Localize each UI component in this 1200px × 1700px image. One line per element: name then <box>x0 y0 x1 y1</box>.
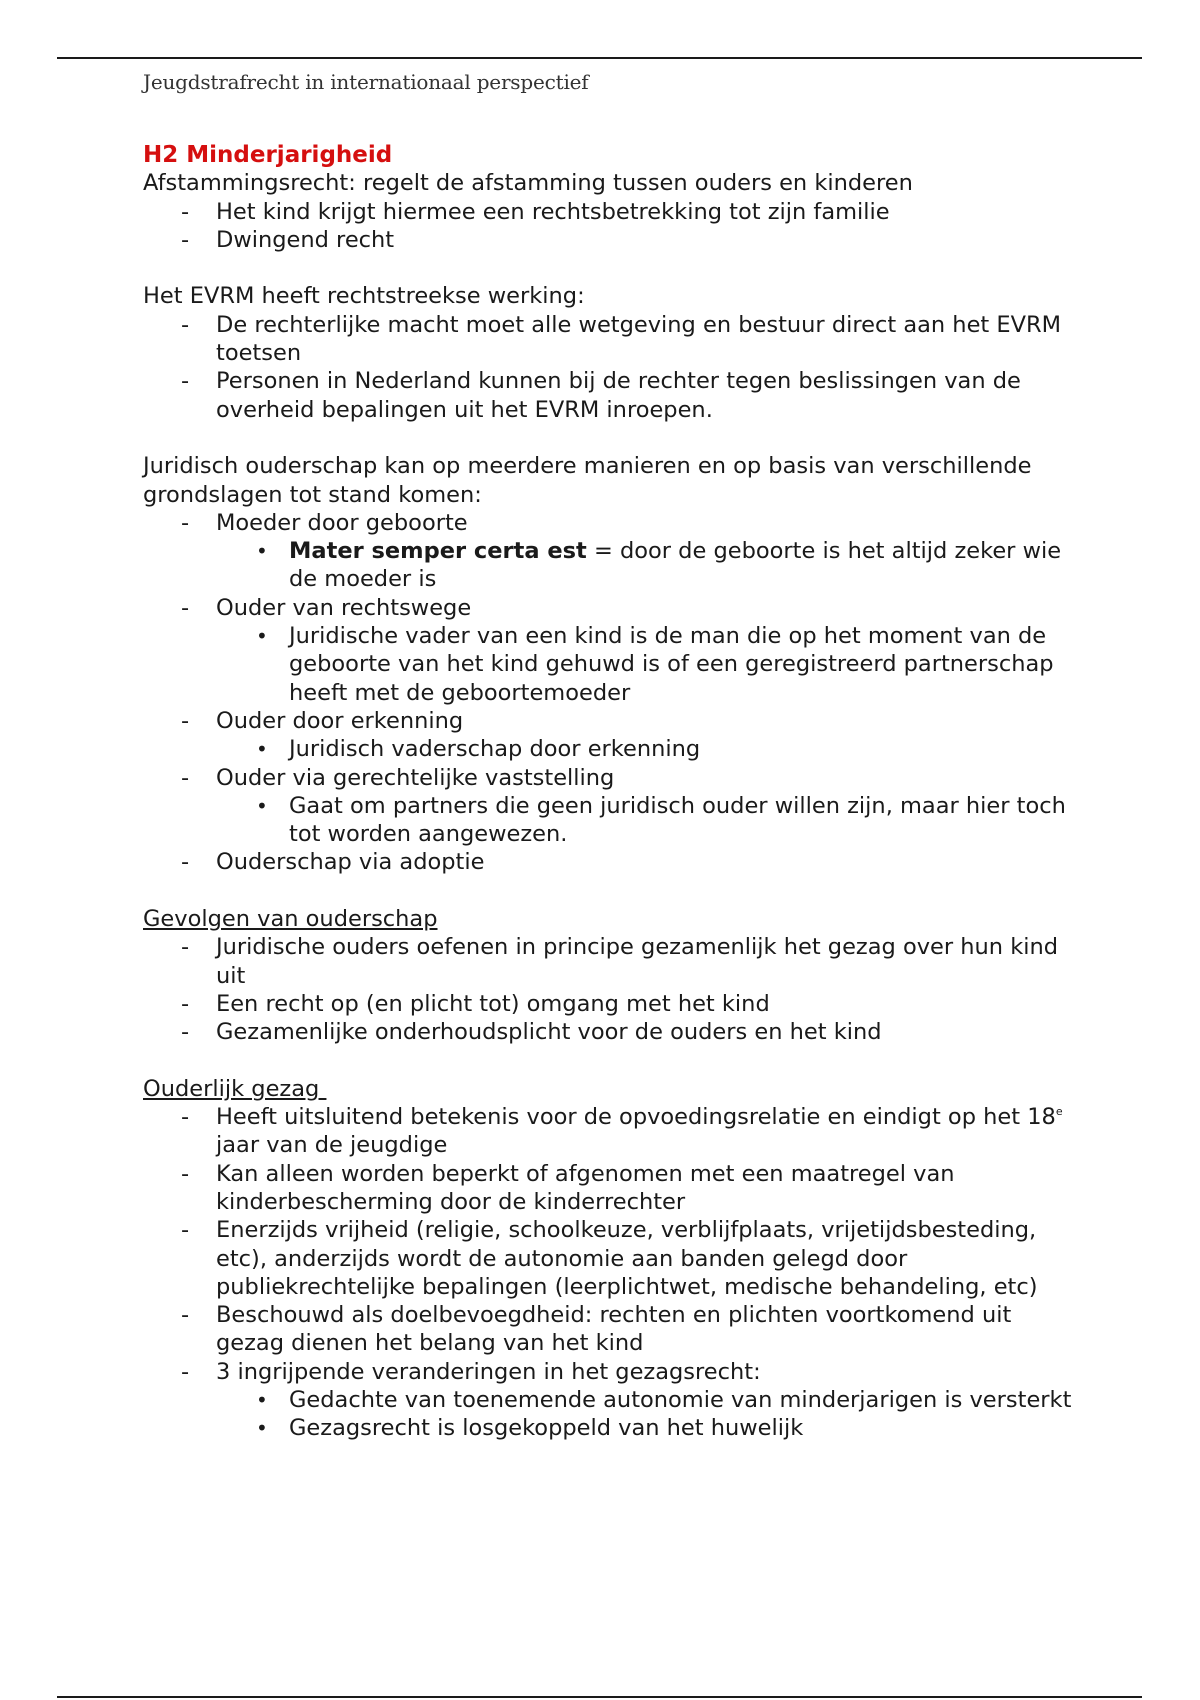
dash-marker: - <box>181 1104 190 1131</box>
dash-marker: - <box>181 368 190 395</box>
gezag-list <box>143 1103 1078 1386</box>
list-item <box>143 990 1078 1018</box>
section-heading: H2 Minderjarigheid <box>143 142 393 168</box>
ouderschap-list <box>143 509 1078 537</box>
ouderschap-list-cont <box>143 707 1078 735</box>
ouderschap-list-cont <box>143 594 1078 622</box>
ouderschap-list-cont <box>143 848 1078 876</box>
paragraph-spacer <box>143 1047 1078 1075</box>
list-item <box>143 1216 1078 1301</box>
list-item-text: 3 ingrijpende veranderingen in het gezagsrecht: <box>216 1358 761 1385</box>
dash-marker: - <box>181 311 190 338</box>
latin-term: Mater semper certa est <box>289 538 587 565</box>
ouderschap-intro: Juridisch ouderschap kan op meerdere manieren en op basis van verschillende grondslagen tot stand komen: <box>143 453 1032 508</box>
list-item <box>143 1018 1078 1046</box>
bullet-marker: • <box>256 1388 268 1413</box>
list-item-text: Dwingend recht <box>216 226 395 253</box>
sub-list-item-text: Juridische vader van een kind is de man die op het moment van de geboorte van het kind gehuwd is of een geregistreerd partnerschap heeft met de geboortemoeder <box>289 623 1054 706</box>
bullet-marker: • <box>256 1416 268 1441</box>
sub-list-item <box>216 735 1078 763</box>
paragraph-spacer <box>143 424 1078 452</box>
sub-list-item <box>216 537 1078 594</box>
sub-list-item <box>216 622 1078 707</box>
dash-marker: - <box>181 226 190 253</box>
dash-marker: - <box>181 1358 190 1385</box>
gezag-heading: Ouderlijk gezag <box>143 1075 327 1102</box>
list-item-text-cont: jaar van de jeugdige <box>216 1132 448 1159</box>
ouderschap-list-cont <box>143 764 1078 792</box>
document-body <box>143 141 1078 1443</box>
bullet-marker: • <box>256 624 268 649</box>
paragraph-spacer <box>143 254 1078 282</box>
list-item <box>143 1301 1078 1358</box>
bullet-marker: • <box>256 539 268 564</box>
paragraph-spacer <box>143 877 1078 905</box>
dash-marker: - <box>181 990 190 1017</box>
dash-marker: - <box>181 764 190 791</box>
dash-marker: - <box>181 1217 190 1244</box>
sub-list-item-text: Gezagsrecht is losgekoppeld van het huwelijk <box>289 1415 804 1442</box>
list-item-text: Juridische ouders oefenen in principe gezamenlijk het gezag over hun kind uit <box>216 934 1059 989</box>
list-item <box>143 1358 1078 1386</box>
list-item-text: Ouderschap via adoptie <box>216 849 485 876</box>
dash-marker: - <box>181 198 190 225</box>
ordinal-suffix: e <box>1055 1105 1063 1119</box>
list-item-text: Gezamenlijke onderhoudsplicht voor de ouders en het kind <box>216 1019 882 1046</box>
list-item <box>143 764 1078 792</box>
list-item-text: Heeft uitsluitend betekenis voor de opvoedingsrelatie en eindigt op het 18 <box>216 1104 1056 1131</box>
dash-marker: - <box>181 1019 190 1046</box>
list-item <box>143 509 1078 537</box>
gevolgen-heading: Gevolgen van ouderschap <box>143 906 438 933</box>
list-item-text: Personen in Nederland kunnen bij de rechter tegen beslissingen van de overheid bepalingen uit het EVRM inroepen. <box>216 368 1021 423</box>
dash-marker: - <box>181 1302 190 1329</box>
sub-list-item-text: Gaat om partners die geen juridisch ouder willen zijn, maar hier toch tot worden aangewezen. <box>289 792 1066 848</box>
list-item <box>143 1103 1078 1160</box>
list-item-text: Enerzijds vrijheid (religie, schoolkeuze, verblijfplaats, vrijetijdsbesteding, etc), anderzijds wordt de autonomie aan banden gelegd door publiekrechtelijke bepalingen (leerplichtwet, medische behandeling, etc) <box>216 1217 1038 1300</box>
list-item <box>143 707 1078 735</box>
list-item-text: Beschouwd als doelbevoegdheid: rechten en plichten voortkomend uit gezag dienen het belang van het kind <box>216 1302 1012 1357</box>
veranderingen-sublist <box>216 1386 1078 1443</box>
list-item-text: Een recht op (en plicht tot) omgang met het kind <box>216 990 770 1017</box>
list-item <box>143 198 1078 226</box>
dash-marker: - <box>181 509 190 536</box>
dash-marker: - <box>181 1160 190 1187</box>
bullet-marker: • <box>256 737 268 762</box>
list-item <box>143 311 1078 368</box>
list-item-text: Moeder door geboorte <box>216 509 468 536</box>
rechtswege-sublist <box>216 622 1078 707</box>
dash-marker: - <box>181 707 190 734</box>
dash-marker: - <box>181 594 190 621</box>
list-item <box>143 1160 1078 1217</box>
sub-list-item-text: Gedachte van toenemende autonomie van minderjarigen is versterkt <box>289 1387 1072 1414</box>
list-item <box>143 848 1078 876</box>
afstamming-list <box>143 198 1078 255</box>
list-item <box>143 367 1078 424</box>
list-item-text: Het kind krijgt hiermee een rechtsbetrekking tot zijn familie <box>216 198 890 225</box>
list-item <box>143 594 1078 622</box>
list-item-text: Ouder via gerechtelijke vaststelling <box>216 764 615 791</box>
sub-list-item-text: Juridisch vaderschap door erkenning <box>289 736 701 763</box>
list-item-text: Kan alleen worden beperkt of afgenomen met een maatregel van kinderbescherming door de kinderrechter <box>216 1160 955 1215</box>
bullet-marker: • <box>256 793 268 818</box>
sub-list-item <box>216 1386 1078 1414</box>
vaststelling-sublist <box>216 792 1078 849</box>
list-item <box>143 933 1078 990</box>
list-item <box>143 226 1078 254</box>
moeder-sublist <box>216 537 1078 594</box>
erkenning-sublist <box>216 735 1078 763</box>
footer-rule <box>57 1696 1142 1698</box>
latin-term-explanation: = door de geboorte is het altijd zeker wie de moeder is <box>289 538 1062 593</box>
list-item-text: De rechterlijke macht moet alle wetgeving en bestuur direct aan het EVRM toetsen <box>216 311 1062 367</box>
sub-list-item <box>216 1414 1078 1442</box>
dash-marker: - <box>181 849 190 876</box>
evrm-list <box>143 311 1078 424</box>
list-item-text: Ouder door erkenning <box>216 707 464 734</box>
afstamming-intro: Afstammingsrecht: regelt de afstamming tussen ouders en kinderen <box>143 170 913 197</box>
gevolgen-list <box>143 933 1078 1046</box>
evrm-intro: Het EVRM heeft rechtstreekse werking: <box>143 283 585 310</box>
list-item-text: Ouder van rechtswege <box>216 594 472 621</box>
header-rule <box>57 57 1142 59</box>
dash-marker: - <box>181 934 190 961</box>
sub-list-item <box>216 792 1078 849</box>
running-header-title: Jeugdstrafrecht in internationaal perspectief <box>143 70 589 94</box>
